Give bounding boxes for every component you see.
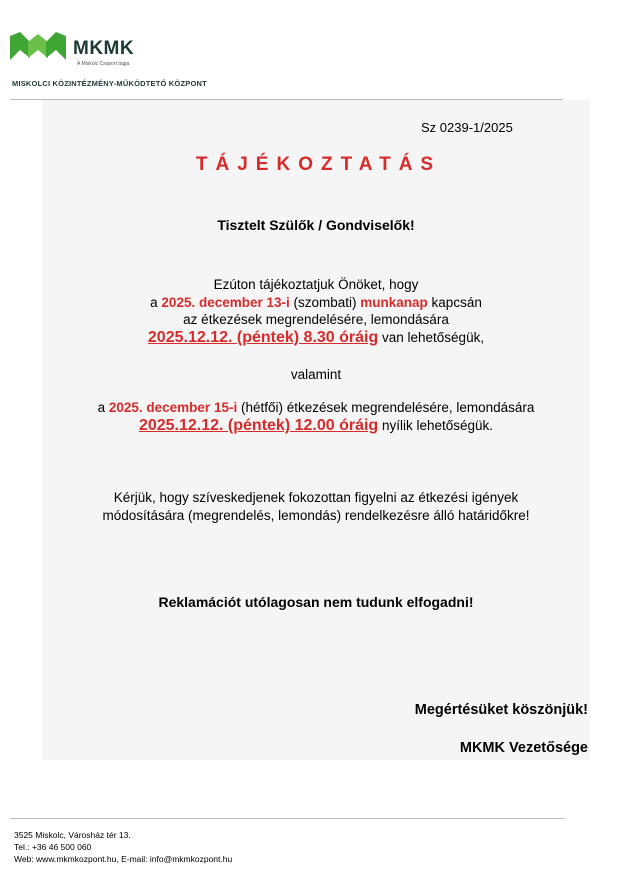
footer bbox=[14, 829, 232, 865]
footer-phone: Tel.: +36 46 500 060 bbox=[14, 842, 92, 852]
p1-line1: Ezúton tájékoztatjuk Önöket, hogy bbox=[213, 277, 419, 292]
complaint-notice: Reklamációt utólagosan nem tudunk elfogadni! bbox=[158, 594, 474, 610]
footer-address: 3525 Miskolc, Városház tér 13. bbox=[14, 830, 131, 840]
logo-title: MKMK bbox=[73, 38, 135, 59]
organization-name: MISKOLCI KÖZINTÉZMÉNY-MŰKÖDTETŐ KÖZPONT bbox=[12, 79, 207, 88]
p2-date: 2025. december 15-i bbox=[108, 400, 238, 415]
p3-line1: Kérjük, hogy szíveskedjenek fokozottan figyelni az étkezési igények bbox=[113, 490, 519, 505]
p1-workday: munkanap bbox=[360, 295, 428, 310]
footer-web: Web: www.mkmkozpont.hu, E-mail: info@mkmkozpont.hu bbox=[14, 854, 233, 864]
p2-line1: a 2025. december 15-i (hétfői) étkezések megrendelésére, lemondására bbox=[97, 400, 535, 415]
thanks-text: Megértésüket köszönjük! bbox=[414, 702, 588, 718]
p1-date: 2025. december 13-i bbox=[161, 295, 290, 310]
document-title: TÁJÉKOZTATÁS bbox=[195, 154, 442, 175]
p1-line2: a 2025. december 13-i (szombati) munkanap kapcsán bbox=[150, 295, 482, 310]
p3-line2: módosítására (megrendelés, lemondás) rendelkezésre álló határidőkre! bbox=[102, 508, 530, 523]
signature: MKMK Vezetősége bbox=[459, 740, 588, 756]
p1-deadline: 2025.12.12. (péntek) 8.30 óráig bbox=[147, 329, 379, 346]
mkmk-logo-icon bbox=[10, 32, 66, 64]
reference-number: Sz 0239-1/2025 bbox=[421, 120, 513, 135]
also-text: valamint bbox=[290, 367, 342, 382]
p2-deadline: 2025.12.12. (péntek) 12.00 óráig bbox=[138, 417, 379, 434]
p1-line3: az étkezések megrendelésére, lemondására bbox=[183, 312, 449, 327]
greeting: Tisztelt Szülők / Gondviselők! bbox=[217, 217, 415, 233]
footer-divider bbox=[10, 818, 565, 819]
p2-line2: 2025.12.12. (péntek) 12.00 óráig nyílik lehetőségük. bbox=[138, 417, 494, 434]
logo-tagline: A Miskolc Csoport tagja bbox=[77, 61, 130, 67]
p1-line4: 2025.12.12. (péntek) 8.30 óráig van lehetőségük, bbox=[147, 329, 485, 346]
